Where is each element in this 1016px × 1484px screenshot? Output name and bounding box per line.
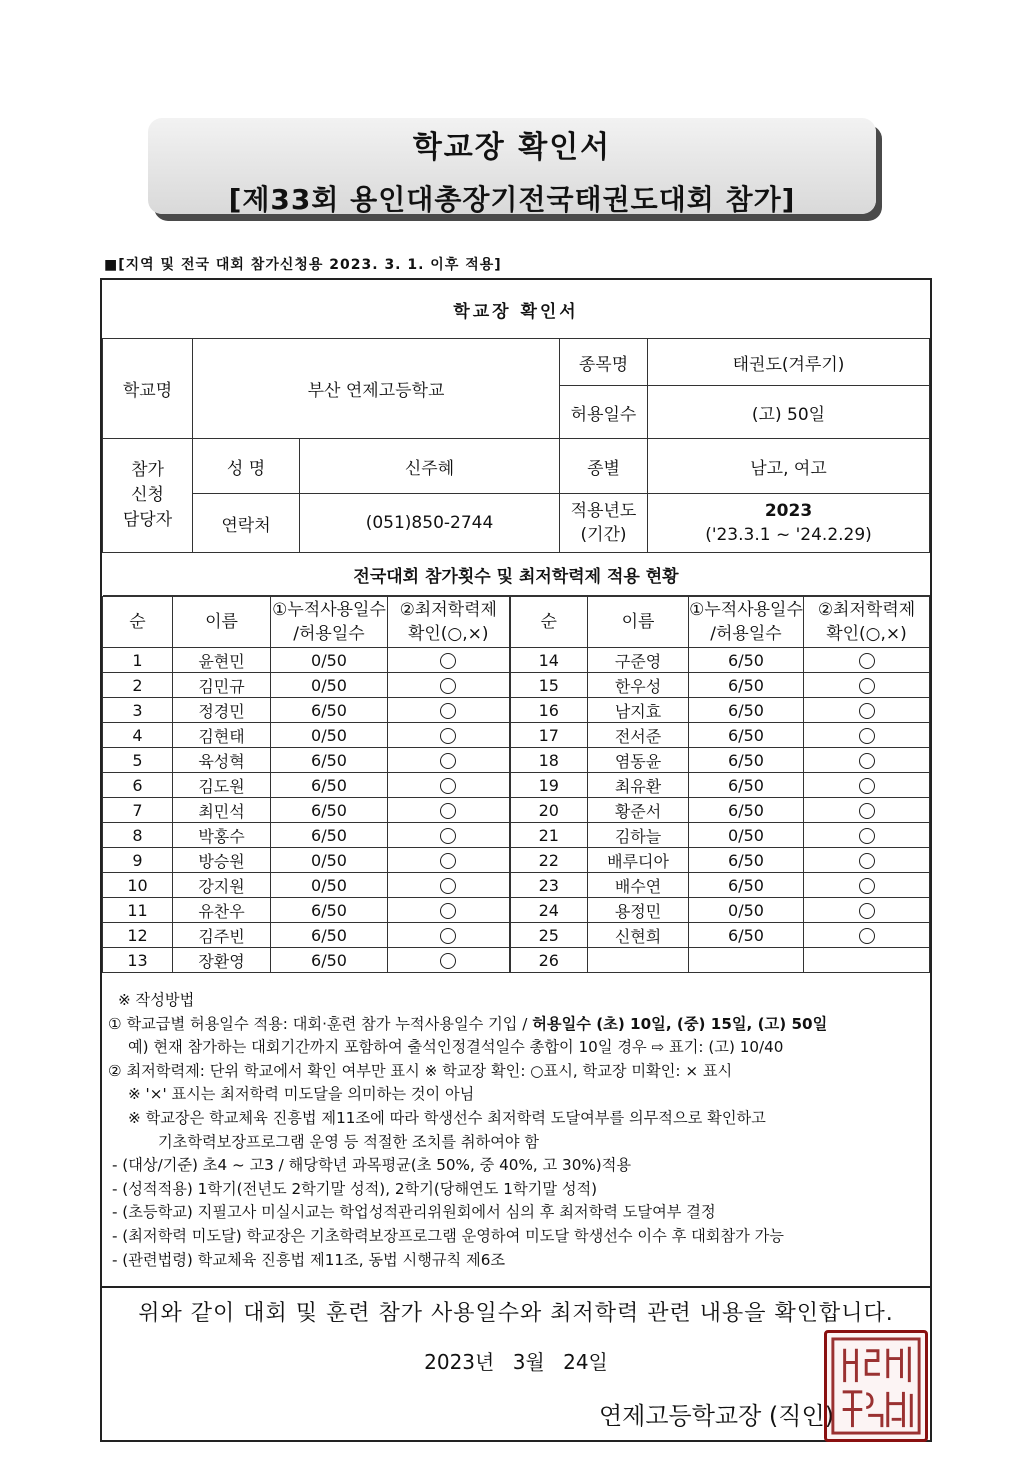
method-line: 기초학력보장프로그램 운영 등 적절한 조치를 취하여야 함 xyxy=(158,1132,540,1151)
col-check: ②최저학력제 확인(○,×) xyxy=(804,597,930,648)
cell-no: 23 xyxy=(510,873,588,898)
table-row xyxy=(103,723,930,748)
cell-no: 9 xyxy=(103,848,173,873)
confirmation-form xyxy=(100,278,932,1442)
cell-name: 김주빈 xyxy=(173,923,271,948)
cell-no: 4 xyxy=(103,723,173,748)
cell-usage: 6/50 xyxy=(689,773,804,798)
school-value: 부산 연제고등학교 xyxy=(193,339,560,439)
banner-subtitle: [제33회 용인대총장기전국태권도대회 참가] xyxy=(228,183,796,216)
issue-date: 2023년 3월 24일 xyxy=(424,1350,608,1374)
check-cell xyxy=(388,923,510,948)
circle-mark-icon xyxy=(859,778,875,794)
circle-mark-icon xyxy=(859,678,875,694)
circle-mark-icon xyxy=(440,778,456,794)
circle-mark-icon xyxy=(859,903,875,919)
official-seal-stamp xyxy=(824,1330,928,1442)
cell-no: 14 xyxy=(510,648,588,673)
circle-mark-icon xyxy=(440,678,456,694)
cell-name: 박홍수 xyxy=(173,823,271,848)
cell-no: 6 xyxy=(103,773,173,798)
cell-no: 25 xyxy=(510,923,588,948)
cell-name: 남지효 xyxy=(588,698,689,723)
check-cell xyxy=(388,723,510,748)
col-usage: ①누적사용일수 /허용일수 xyxy=(271,597,388,648)
writing-method xyxy=(102,973,930,1272)
table-row xyxy=(103,648,930,673)
cell-no: 24 xyxy=(510,898,588,923)
cell-usage xyxy=(689,948,804,973)
event-label: 종목명 xyxy=(560,339,648,386)
cell-name: 유찬우 xyxy=(173,898,271,923)
method-line: - (초등학교) 지필고사 미실시교는 학업성적관리위원회에서 심의 후 최저학력 도달여부 결정 xyxy=(112,1203,716,1222)
table-row xyxy=(103,873,930,898)
year-value: 2023 xyxy=(764,501,813,521)
event-value: 태권도(겨루기) xyxy=(648,339,930,386)
table-row xyxy=(103,823,930,848)
seal-graphic xyxy=(827,1333,925,1439)
circle-mark-icon xyxy=(440,953,456,969)
cell-name: 배루디아 xyxy=(588,848,689,873)
circle-mark-icon xyxy=(440,753,456,769)
method-line: 예) 현재 참가하는 대회기간까지 포함하여 출석인정결석일수 총합이 10일 경우 ⇨ 표기: (고) 10/40 xyxy=(128,1038,784,1057)
cell-usage: 0/50 xyxy=(271,873,388,898)
check-cell xyxy=(388,773,510,798)
cell-no: 13 xyxy=(103,948,173,973)
signer: 연제고등학교장 (직인) xyxy=(598,1402,834,1430)
check-cell xyxy=(804,673,930,698)
check-cell xyxy=(804,698,930,723)
check-cell xyxy=(388,748,510,773)
method-line: - (대상/기준) 초4 ~ 고3 / 해당학년 과목평균(초 50%, 중 40%, 고 30%)적용 xyxy=(112,1156,632,1175)
method-line: ※ 학교장은 학교체육 진흥법 제11조에 따라 학생선수 최저학력 도달여부를 의무적으로 확인하고 xyxy=(128,1108,766,1127)
check-cell xyxy=(388,848,510,873)
cell-usage: 0/50 xyxy=(271,723,388,748)
confirm-statement: 위와 같이 대회 및 훈련 참가 사용일수와 최저학력 관련 내용을 확인합니다. xyxy=(102,1286,930,1327)
cell-name: 한우성 xyxy=(588,673,689,698)
cell-usage: 6/50 xyxy=(689,723,804,748)
cell-no: 12 xyxy=(103,923,173,948)
circle-mark-icon xyxy=(440,928,456,944)
gender-label: 종별 xyxy=(560,439,648,494)
cell-usage: 0/50 xyxy=(271,648,388,673)
cell-no: 19 xyxy=(510,773,588,798)
banner-title: 학교장 확인서 xyxy=(412,130,612,165)
cell-name: 김도원 xyxy=(173,773,271,798)
application-notice: ■[지역 및 전국 대회 참가신청용 2023. 3. 1. 이후 적용] xyxy=(104,257,502,273)
cell-name: 방승원 xyxy=(173,848,271,873)
circle-mark-icon xyxy=(859,753,875,769)
table-row xyxy=(103,748,930,773)
col-check: ②최저학력제 확인(○,×) xyxy=(388,597,510,648)
table-row xyxy=(103,798,930,823)
check-cell xyxy=(804,873,930,898)
cell-usage: 6/50 xyxy=(271,923,388,948)
cell-usage: 6/50 xyxy=(271,698,388,723)
year-label: 적용년도 (기간) xyxy=(560,494,648,553)
cell-usage: 6/50 xyxy=(271,773,388,798)
cell-no: 8 xyxy=(103,823,173,848)
check-cell xyxy=(804,923,930,948)
cell-usage: 6/50 xyxy=(689,698,804,723)
cell-no: 5 xyxy=(103,748,173,773)
method-line: ※ '×' 표시는 최저학력 미도달을 의미하는 것이 아님 xyxy=(128,1085,475,1104)
circle-mark-icon xyxy=(440,728,456,744)
cell-usage: 6/50 xyxy=(689,923,804,948)
cell-usage: 6/50 xyxy=(271,898,388,923)
check-cell xyxy=(804,948,930,973)
circle-mark-icon xyxy=(859,828,875,844)
year-cell xyxy=(648,494,930,553)
circle-mark-icon xyxy=(859,803,875,819)
cell-name: 구준영 xyxy=(588,648,689,673)
circle-mark-icon xyxy=(859,853,875,869)
school-label: 학교명 xyxy=(103,339,193,439)
method-line xyxy=(108,1013,922,1037)
check-cell xyxy=(388,898,510,923)
cell-no: 15 xyxy=(510,673,588,698)
form-title: 학교장 확인서 xyxy=(103,280,930,339)
circle-mark-icon xyxy=(440,803,456,819)
title-banner xyxy=(148,118,876,214)
contact-value: (051)850-2744 xyxy=(300,494,560,553)
check-cell xyxy=(388,873,510,898)
cell-no: 2 xyxy=(103,673,173,698)
cell-usage: 0/50 xyxy=(271,673,388,698)
circle-mark-icon xyxy=(440,653,456,669)
check-cell xyxy=(388,673,510,698)
cell-name: 정경민 xyxy=(173,698,271,723)
cell-usage: 6/50 xyxy=(271,823,388,848)
cell-no: 3 xyxy=(103,698,173,723)
circle-mark-icon xyxy=(440,828,456,844)
check-cell xyxy=(804,848,930,873)
cell-name: 배수연 xyxy=(588,873,689,898)
cell-name: 최민석 xyxy=(173,798,271,823)
allowed-days-label: 허용일수 xyxy=(560,386,648,439)
cell-name xyxy=(588,948,689,973)
cell-no: 7 xyxy=(103,798,173,823)
contact-label: 연락처 xyxy=(193,494,300,553)
cell-usage: 6/50 xyxy=(689,648,804,673)
table-row xyxy=(103,773,930,798)
method-line: - (관련법령) 학교체육 진흥법 제11조, 동법 시행규칙 제6조 xyxy=(112,1250,506,1269)
participants-table xyxy=(102,596,930,973)
cell-usage: 0/50 xyxy=(689,823,804,848)
cell-no: 1 xyxy=(103,648,173,673)
circle-mark-icon xyxy=(859,878,875,894)
cell-name: 용정민 xyxy=(588,898,689,923)
method-line: - (최저학력 미도달) 학교장은 기초학력보장프로그램 운영하여 미도달 학생선수 이수 후 대회참가 가능 xyxy=(112,1226,784,1245)
allowed-days-value: (고) 50일 xyxy=(648,386,930,439)
circle-mark-icon xyxy=(440,903,456,919)
cell-no: 11 xyxy=(103,898,173,923)
cell-usage: 6/50 xyxy=(689,873,804,898)
cell-usage: 6/50 xyxy=(689,673,804,698)
table-row xyxy=(103,923,930,948)
cell-name: 김현태 xyxy=(173,723,271,748)
gender-value: 남고, 여고 xyxy=(648,439,930,494)
col-usage: ①누적사용일수 /허용일수 xyxy=(689,597,804,648)
circle-mark-icon xyxy=(859,928,875,944)
cell-usage: 6/50 xyxy=(689,798,804,823)
circle-mark-icon xyxy=(859,653,875,669)
cell-name: 강지원 xyxy=(173,873,271,898)
cell-no: 20 xyxy=(510,798,588,823)
check-cell xyxy=(388,698,510,723)
cell-no: 22 xyxy=(510,848,588,873)
cell-name: 황준서 xyxy=(588,798,689,823)
check-cell xyxy=(804,748,930,773)
check-cell xyxy=(388,798,510,823)
check-cell xyxy=(804,648,930,673)
info-table xyxy=(102,280,930,596)
cell-no: 16 xyxy=(510,698,588,723)
col-no: 순 xyxy=(510,597,588,648)
name-label: 성 명 xyxy=(193,439,300,494)
cell-name: 신현희 xyxy=(588,923,689,948)
cell-name: 전서준 xyxy=(588,723,689,748)
circle-mark-icon xyxy=(440,703,456,719)
cell-no: 21 xyxy=(510,823,588,848)
method-line: ② 최저학력제: 단위 학교에서 확인 여부만 표시 ※ 학교장 확인: ○표시, 학교장 미확인: × 표시 xyxy=(108,1061,733,1080)
check-cell xyxy=(804,898,930,923)
manager-label: 참가 신청 담당자 xyxy=(103,439,193,553)
check-cell xyxy=(388,823,510,848)
check-cell xyxy=(804,798,930,823)
method-emphasis: 허용일수 (초) 10일, (중) 15일, (고) 50일 xyxy=(532,1014,828,1033)
cell-usage: 0/50 xyxy=(271,848,388,873)
cell-name: 김하늘 xyxy=(588,823,689,848)
cell-no: 10 xyxy=(103,873,173,898)
check-cell xyxy=(804,823,930,848)
check-cell xyxy=(388,948,510,973)
section-title: 전국대회 참가횟수 및 최저학력제 적용 현황 xyxy=(103,553,930,596)
col-no: 순 xyxy=(103,597,173,648)
table-row xyxy=(103,848,930,873)
table-row xyxy=(103,673,930,698)
table-row xyxy=(103,948,930,973)
check-cell xyxy=(804,773,930,798)
cell-usage: 6/50 xyxy=(689,848,804,873)
cell-usage: 6/50 xyxy=(271,748,388,773)
col-name: 이름 xyxy=(588,597,689,648)
circle-mark-icon xyxy=(859,703,875,719)
cell-usage: 0/50 xyxy=(689,898,804,923)
check-cell xyxy=(388,648,510,673)
cell-usage: 6/50 xyxy=(689,748,804,773)
method-title: ※ 작성방법 xyxy=(118,991,195,1009)
cell-no: 17 xyxy=(510,723,588,748)
period-value: ('23.3.1 ~ '24.2.29) xyxy=(705,525,872,545)
check-cell xyxy=(804,723,930,748)
cell-name: 염동윤 xyxy=(588,748,689,773)
col-name: 이름 xyxy=(173,597,271,648)
cell-no: 26 xyxy=(510,948,588,973)
name-value: 신주혜 xyxy=(300,439,560,494)
table-row xyxy=(103,898,930,923)
circle-mark-icon xyxy=(859,728,875,744)
circle-mark-icon xyxy=(440,878,456,894)
cell-no: 18 xyxy=(510,748,588,773)
cell-name: 육성혁 xyxy=(173,748,271,773)
cell-name: 최유환 xyxy=(588,773,689,798)
cell-name: 윤현민 xyxy=(173,648,271,673)
cell-name: 김민규 xyxy=(173,673,271,698)
cell-usage: 6/50 xyxy=(271,948,388,973)
method-line: - (성적적용) 1학기(전년도 2학기말 성적), 2학기(당해연도 1학기말 성적) xyxy=(112,1179,598,1198)
method-text: ① 학교급별 허용일수 적용: 대회·훈련 참가 누적사용일수 기입 / xyxy=(108,1014,533,1033)
cell-usage: 6/50 xyxy=(271,798,388,823)
circle-mark-icon xyxy=(440,853,456,869)
table-row xyxy=(103,698,930,723)
cell-name: 장환영 xyxy=(173,948,271,973)
